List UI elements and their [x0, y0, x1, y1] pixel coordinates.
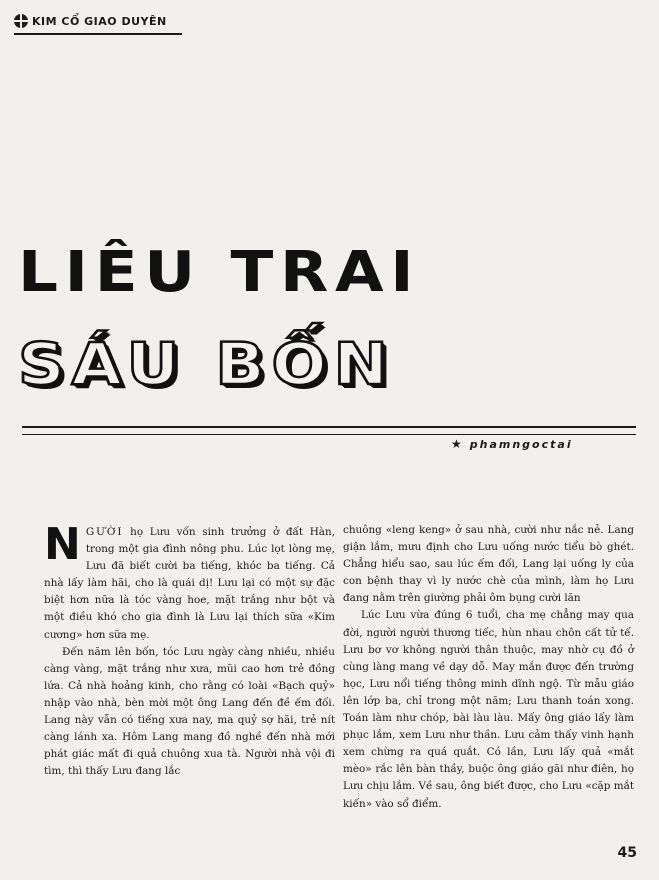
article-column-left — [44, 519, 335, 780]
paragraph — [44, 519, 335, 644]
drop-cap: N — [44, 519, 81, 570]
star-icon: ★ — [451, 437, 464, 451]
paragraph: Đến năm lên bốn, tóc Lưu ngày càng nhiều, nhiều càng vàng, mặt trắng như xưa, mũi cao hơn trẻ đồng lứa. Cả nhà hoảng kinh, cho rằng có loài «Bạch quỷ» nhập vào nhà, bèn mời một ông Lang đến đề ếm đối. Lang này vẫn có tiếng xưa nay, ma quỷ sợ hãi, trẻ nít càng lánh xa. Hôm Lang mang đồ nghề đến nhà mới phát giác mất đi quả chuông xua tà. Người nhà vội đi tìm, thì thấy Lưu đang lắc — [44, 645, 335, 778]
globe-icon — [14, 14, 28, 28]
author-name: phamngoctai — [469, 438, 573, 451]
paragraph: Lúc Lưu vừa đúng 6 tuổi, cha mẹ chẳng may qua đời, người người thương tiếc, hùn nhau chôn cất tử tế. Lưu bơ vơ không người thân thuộc, may nhờ cụ đồ ở cùng làng mang về dạy dỗ. May mắn được đến trường học, Lưu nổi tiếng thông minh dĩnh ngộ. Từ mẫu giáo lên lớp ba, chỉ trong một năm; Lưu thanh toán xong. Toán làm như chóp, bài làu làu. Mấy ông giáo lấy làm phục lắm, xem Lưu như thần. Lưu cảm thấy vinh hạnh xem chừng ra quá quắt. Có lần, Lưu lấy quả «mắt mèo» rắc lên bàn thầy, buộc ông giáo gãi như điên, họ Lưu chịu lắm. Về sau, ông biết được, cho Lưu «cặp mắt kiến» vào sổ điểm. — [343, 609, 634, 810]
magazine-section-header — [14, 14, 182, 35]
article-column-right — [343, 522, 634, 813]
paragraph: chuông «leng keng» ở sau nhà, cười như nắc nẻ. Lang giận lắm, mưu định cho Lưu uống nước tiểu bò ghét. Chẳng hiểu sao, sau lúc ếm đối, Lang lại uống ly của con bệnh thay vì ly nước chè của mình, làm họ Lưu đang nằm trên giường phải ôm bụng cười lăn — [343, 524, 634, 605]
paragraph-text: họ Lưu vốn sinh trưởng ở đất Hàn, trong một gia đình nông phu. Lúc lọt lòng mẹ, Lưu đã biết cười ba tiếng, khóc ba tiếng. Cả nhà lấy làm hãi, cho là quái dị! Lưu lại có một sự đặc biệt hơn nữa là tóc vàng hoe, mặt trắng như bột và một điều khó cho gia đình là Lưu lại thích sữa «Kim cương» hơn sữa mẹ. — [44, 526, 335, 641]
article-title-line-1: LIÊU TRAI — [18, 240, 421, 305]
title-divider — [22, 426, 636, 435]
page-number: 45 — [617, 845, 637, 861]
section-title: KIM CỔ GIAO DUYÊN — [32, 14, 167, 28]
author-byline — [451, 437, 573, 451]
lead-small-caps: GƯỜI — [85, 526, 124, 538]
article-title-line-2: SÁU BỐN — [18, 330, 395, 398]
